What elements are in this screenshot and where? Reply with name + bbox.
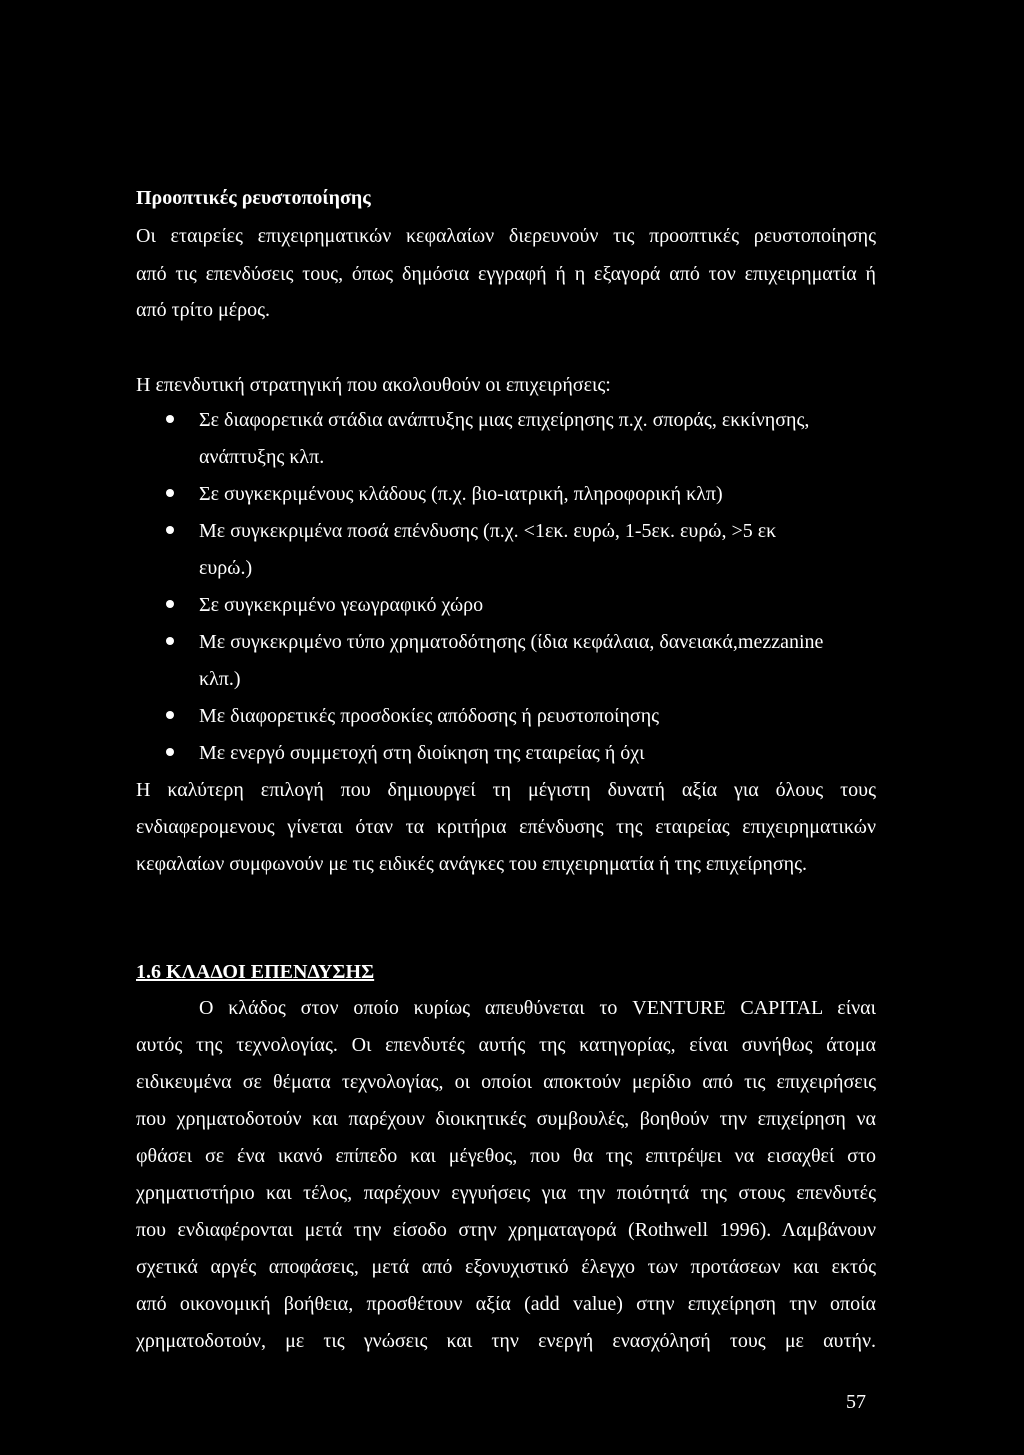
paragraph-line: Ο κλάδος στον οποίο κυρίως απευθύνεται το VENTURE CAPITAL είναι bbox=[199, 997, 876, 1019]
paragraph-line: ενδιαφερομενους γίνεται όταν τα κριτήρια επένδυσης της εταιρείας επιχειρηματικών bbox=[136, 816, 876, 838]
bullet-item-line: Με διαφορετικές προσδοκίες απόδοσης ή ρευστοποίησης bbox=[199, 705, 660, 727]
paragraph-line: αυτός της τεχνολογίας. Οι επενδυτές αυτής της κατηγορίας, είναι συνήθως άτομα bbox=[136, 1034, 876, 1056]
paragraph-line: από τρίτο μέρος. bbox=[136, 299, 271, 321]
bullet-item-line: ευρώ.) bbox=[199, 557, 253, 579]
bullet-item-line: κλπ.) bbox=[199, 668, 241, 690]
paragraph-line: από οικονομική βοήθεια, προσθέτουν αξία (add value) στην επιχείρηση την οποία bbox=[136, 1293, 876, 1315]
bullet-item-line: Σε συγκεκριμένους κλάδους (π.χ. βιο-ιατρική, πληροφορική κλπ) bbox=[199, 483, 723, 505]
page-number: 57 bbox=[846, 1391, 866, 1413]
bullet-icon bbox=[166, 489, 174, 497]
bullet-item-line: Με συγκεκριμένα ποσά επένδυσης (π.χ. <1εκ. ευρώ, 1-5εκ. ευρώ, >5 εκ bbox=[199, 520, 777, 542]
bullet-item-line: Σε συγκεκριμένο γεωγραφικό χώρο bbox=[199, 594, 484, 616]
paragraph-line: σχετικά αργές αποφάσεις, μετά από εξονυχιστικό έλεγχο των προτάσεων και εκτός bbox=[136, 1256, 876, 1278]
paragraph-line: χρηματοδοτούν, με τις γνώσεις και την ενεργή ενασχόλησή τους με αυτήν. bbox=[136, 1330, 876, 1352]
bullet-item-line: Σε διαφορετικά στάδια ανάπτυξης μιας επιχείρησης π.χ. σποράς, εκκίνησης, bbox=[199, 409, 810, 431]
paragraph-line: από τις επενδύσεις τους, όπως δημόσια εγγραφή ή η εξαγορά από τον επιχειρηματία ή bbox=[136, 263, 876, 285]
paragraph-line: φθάσει σε ένα ικανό επίπεδο και μέγεθος, που θα της επιτρέψει να εισαχθεί στο bbox=[136, 1145, 876, 1167]
bullet-item-line: Με συγκεκριμένο τύπο χρηματοδότησης (ίδια κεφάλαια, δανειακά,mezzanine bbox=[199, 631, 824, 653]
section-heading: 1.6 ΚΛΑΔΟΙ ΕΠΕΝΔΥΣΗΣ bbox=[136, 961, 375, 983]
bullet-icon bbox=[166, 748, 174, 756]
bullet-icon bbox=[166, 637, 174, 645]
bullet-icon bbox=[166, 600, 174, 608]
paragraph-line: που χρηματοδοτούν και παρέχουν διοικητικές συμβουλές, βοηθούν την επιχείρηση να bbox=[136, 1108, 876, 1130]
bullet-item-line: ανάπτυξης κλπ. bbox=[199, 446, 325, 468]
paragraph-line: ειδικευμένα σε θέματα τεχνολογίας, οι οποίοι αποκτούν μερίδιο από τις επιχειρήσεις bbox=[136, 1071, 876, 1093]
strategy-intro: Η επενδυτική στρατηγική που ακολουθούν οι επιχειρήσεις: bbox=[136, 374, 611, 396]
bullet-item-line: Με ενεργό συμμετοχή στη διοίκηση της εταιρείας ή όχι bbox=[199, 742, 645, 764]
paragraph-line: Η καλύτερη επιλογή που δημιουργεί τη μέγιστη δυνατή αξία για όλους τους bbox=[136, 779, 876, 801]
heading-liquidation-prospects: Προοπτικές ρευστοποίησης bbox=[136, 187, 371, 209]
bullet-icon bbox=[166, 415, 174, 423]
bullet-icon bbox=[166, 711, 174, 719]
paragraph-line: που ενδιαφέρονται μετά την είσοδο στην χρηματαγορά (Rothwell 1996). Λαμβάνουν bbox=[136, 1219, 876, 1241]
paragraph-line: χρηματιστήριο και τέλος, παρέχουν εγγυήσεις για την ποιότητά της στους επενδυτές bbox=[136, 1182, 876, 1204]
paragraph-line: κεφαλαίων συμφωνούν με τις ειδικές ανάγκες του επιχειρηματία ή της επιχείρησης. bbox=[136, 853, 808, 875]
paragraph-line: Οι εταιρείες επιχειρηματικών κεφαλαίων διερευνούν τις προοπτικές ρευστοποίησης bbox=[136, 225, 876, 247]
bullet-icon bbox=[166, 526, 174, 534]
